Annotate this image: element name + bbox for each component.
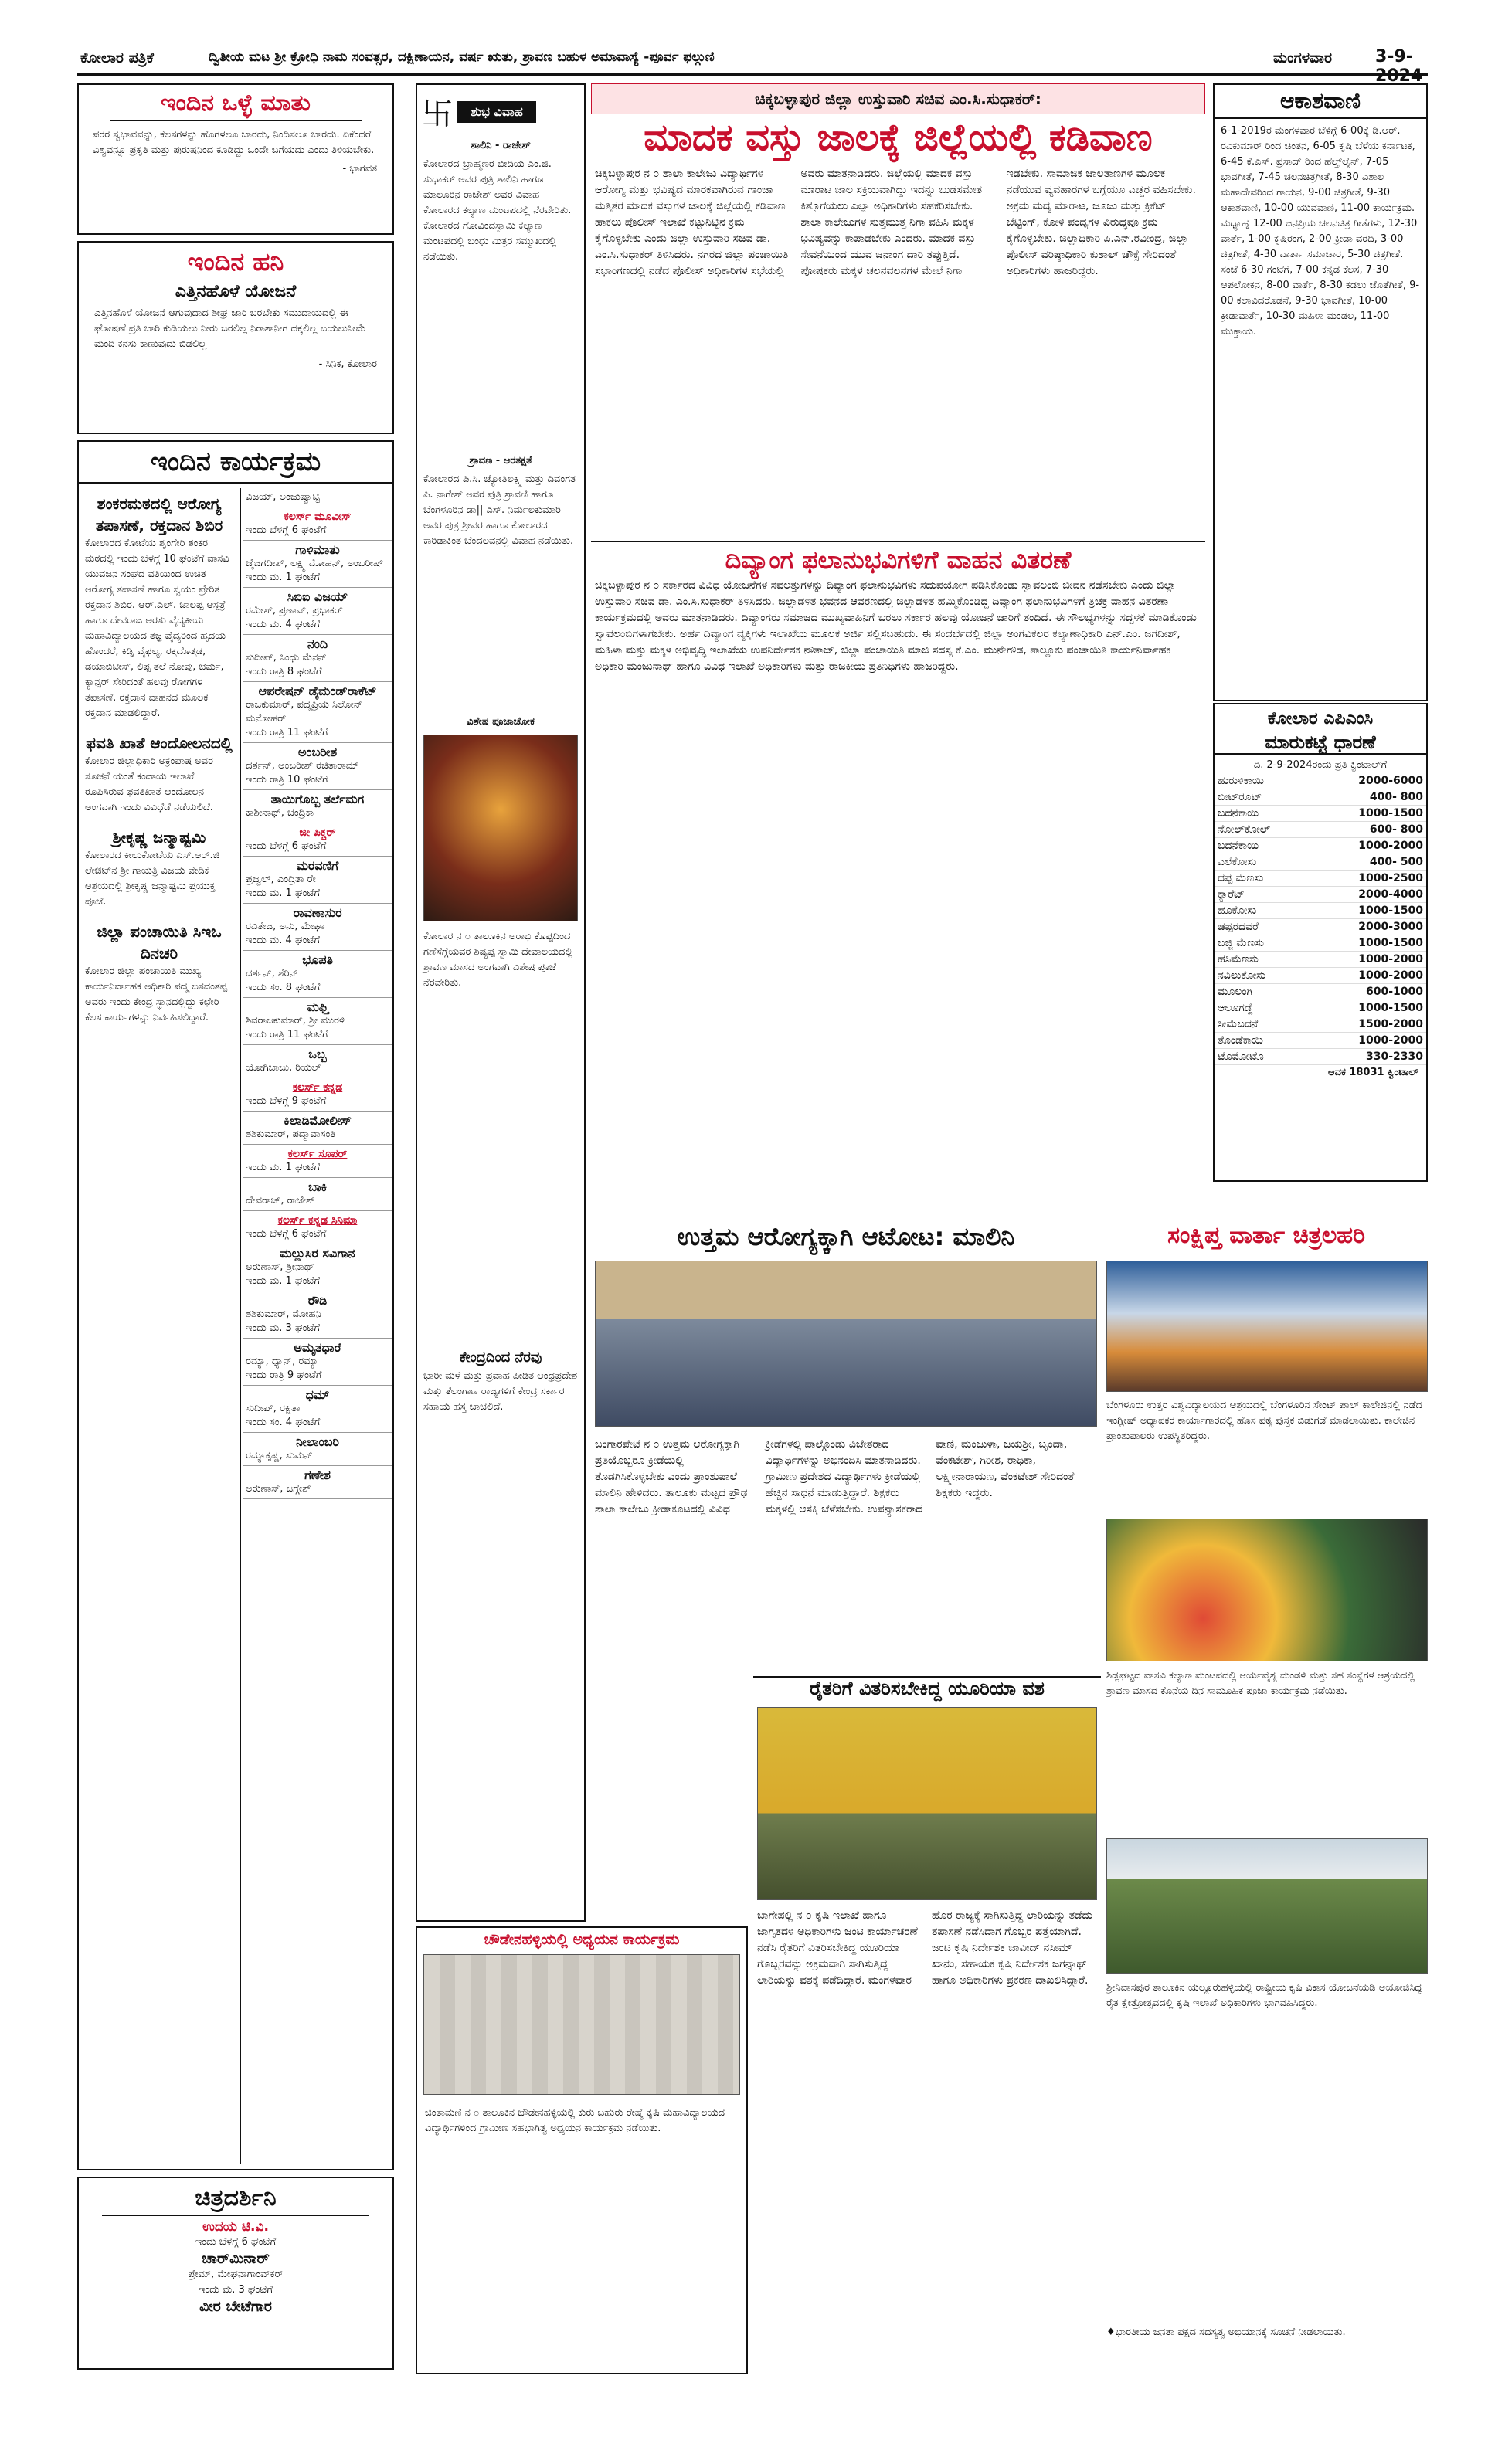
apmc-price: 330-2330 xyxy=(1310,1049,1426,1065)
apmc-row xyxy=(1215,806,1426,822)
apmc-arrival: ಆವಕ 18031 ಕ್ವಿಂಟಾಲ್ xyxy=(1328,1067,1418,1078)
apmc-price: 2000-6000 xyxy=(1310,773,1426,789)
tv-program-cast: ಇಂದು ಬೆಳಗ್ಗೆ 9 ಘಂಟೆಗೆ xyxy=(246,1095,327,1107)
samkshipta-body-2: ಶಿಡ್ಲಘಟ್ಟದ ವಾಸವಿ ಕಲ್ಯಾಣ ಮಂಟಪದಲ್ಲಿ ಆರ್ಯವೈಶ್ಯ ಮಂಡಳಿ ಮತ್ತು ಸಹ ಸಂಸ್ಥೆಗಳ ಆಶ್ರಯದಲ್ಲಿ ಶ್ರಾವಣ ಮಾಸದ ಕೊನೆಯ ದಿನ ಸಾಮೂಹಿಕ ಪೂಜಾ ಕಾರ್ಯಕ್ರಮ ನಡೆಯಿತು. xyxy=(1106,1670,1415,1697)
akashavani-title: ಆಕಾಶವಾಣಿ xyxy=(1215,85,1426,119)
apmc-row xyxy=(1215,919,1426,935)
apmc-price: 1000-2000 xyxy=(1310,1033,1426,1049)
apmc-item: ಮೂಲಂಗಿ xyxy=(1215,984,1310,1000)
book-release-photo xyxy=(1106,1261,1428,1392)
apmc-row xyxy=(1215,887,1426,903)
tv-program-cast: ದರ್ಶನ್, ಅಂಬರೀಶ್ ರಚಿತಾರಾಮ್ xyxy=(246,760,359,772)
tv-program-cast: ಇಂದು ಮ. 1 ಘಂಟೆಗೆ xyxy=(246,1162,321,1173)
tv-program-cast: ಕಾಶೀನಾಥ್, ಚಂದ್ರಿಕಾ xyxy=(246,807,314,819)
apmc-price: 600-1000 xyxy=(1310,984,1426,1000)
tv-program-cast: ವಿಜಯ್, ಅಂಜುಷ್ವಾಟ್ಟಿ xyxy=(246,491,320,503)
apmc-price: 1000-1500 xyxy=(1310,903,1426,919)
tv-program-item xyxy=(243,998,392,1045)
lead-body: ಚಿಕ್ಕಬಳ್ಳಾಪುರ ನ ೦ ಶಾಲಾ ಕಾಲೇಜು ವಿದ್ಯಾರ್ಥಿಗಳ ಆರೋಗ್ಯ ಮತ್ತು ಭವಿಷ್ಯದ ಮಾರಕವಾಗಿರುವ ಗಾಂಜಾ ಮತ್ತಿತರ ಮಾದಕ ವಸ್ತುಗಳ ಜಾಲಕ್ಕೆ ಜಿಲ್ಲೆಯಲ್ಲಿ ಕಡಿವಾಣ ಹಾಕಲು ಪೊಲೀಸ್ ಇಲಾಖೆ ಕಟ್ಟುನಿಟ್ಟಿನ ಕ್ರಮ ಕೈಗೊಳ್ಳಬೇಕು ಎಂದು ಜಿಲ್ಲಾ ಉಸ್ತುವಾರಿ ಸಚಿವ ಡಾ. ಎಂ.ಸಿ.ಸುಧಾಕರ್ ತಿಳಿಸಿದರು. ನಗರದ ಜಿಲ್ಲಾ ಪಂಚಾಯಿತಿ ಸಭಾಂಗಣದಲ್ಲಿ ನಡೆದ ಪೊಲೀಸ್ ಅಧಿಕಾರಿಗಳ ಸಭೆಯಲ್ಲಿ ಅವರು ಮಾತನಾಡಿದರು. ಜಿಲ್ಲೆಯಲ್ಲಿ ಮಾದಕ ವಸ್ತು ಮಾರಾಟ ಜಾಲ ಸಕ್ರಿಯವಾಗಿದ್ದು ಇದನ್ನು ಬುಡಸಮೇತ ಕಿತ್ತೊಗೆಯಲು ಎಲ್ಲಾ ಅಧಿಕಾರಿಗಳು ಸಹಕರಿಸಬೇಕು. ಶಾಲಾ ಕಾಲೇಜುಗಳ ಸುತ್ತಮುತ್ತ ನಿಗಾ ವಹಿಸಿ ಮಕ್ಕಳ ಭವಿಷ್ಯವನ್ನು ಕಾಪಾಡಬೇಕು ಎಂದರು. ಮಾದಕ ವಸ್ತು ಸೇವನೆಯಿಂದ ಯುವ ಜನಾಂಗ ದಾರಿ ತಪ್ಪುತ್ತಿದೆ. ಪೋಷಕರು ಮಕ್ಕಳ ಚಲನವಲನಗಳ ಮೇಲೆ ನಿಗಾ ಇಡಬೇಕು. ಸಾಮಾಜಿಕ ಜಾಲತಾಣಗಳ ಮೂಲಕ ನಡೆಯುವ ವ್ಯವಹಾರಗಳ ಬಗ್ಗೆಯೂ ಎಚ್ಚರ ವಹಿಸಬೇಕು. ಅಕ್ರಮ ಮದ್ಯ ಮಾರಾಟ, ಜೂಜು ಮತ್ತು ಕ್ರಿಕೆಟ್ ಬೆಟ್ಟಿಂಗ್, ಕೋಳಿ ಪಂದ್ಯಗಳ ವಿರುದ್ಧವೂ ಕ್ರಮ ಕೈಗೊಳ್ಳಬೇಕು. ಜಿಲ್ಲಾಧಿಕಾರಿ ಪಿ.ಎನ್.ರವೀಂದ್ರ, ಜಿಲ್ಲಾ ಪೊಲೀಸ್ ವರಿಷ್ಠಾಧಿಕಾರಿ ಕುಶಾಲ್ ಚೌಕ್ಸೆ ಸೇರಿದಂತೆ ಅಧಿಕಾರಿಗಳು ಹಾಜರಿದ್ದರು. xyxy=(595,168,1196,277)
tv-program-cast: ಇಂದು ಬೆಳಗ್ಗೆ 6 ಘಂಟೆಗೆ xyxy=(246,524,327,536)
shravana-body: ಕೋಲಾರದ ಪಿ.ಸಿ. ಜ್ಯೋತಿಲಕ್ಷ್ಮಿ ಮತ್ತು ದಿವಂಗತ ಪಿ. ನಾಗೇಶ್ ಅವರ ಪುತ್ರಿ ಶ್ರಾವಣಿ ಹಾಗೂ ಬೆಂಗಳೂರಿನ ಡಾ|| ಎಸ್. ನಿರ್ಮಲಕುಮಾರಿ ಅವರ ಪುತ್ರ ಶ್ರೀವರ ಹಾಗೂ ಕೋಲಾರದ ಕಾರಿಡಾಕಿಂತ ಬೆಂದಲವನಲ್ಲಿ ವಿವಾಹ ನಡೆಯಿತು. xyxy=(423,473,576,547)
chitradarshini-title: ಚಿತ್ರದರ್ಶಿನಿ xyxy=(195,2184,277,2211)
tv-program-time: ಇಂದು ರಾತ್ರಿ 10 ಘಂಟೆಗೆ xyxy=(246,774,328,786)
paper-name: ಕೋಲಾರ ಪತ್ರಿಕೆ xyxy=(80,49,154,66)
tv-program-cast: ರವಿತೇಜ, ಅನು, ಮೇಘಾ xyxy=(246,921,325,932)
tv-program-cast: ಇಂದು ಬೆಳಗ್ಗೆ 6 ಘಂಟೆಗೆ xyxy=(246,1228,327,1240)
movie-title: ವೀರ ಬೇಟೆಗಾರ xyxy=(199,2298,272,2315)
chowdenahalli-box xyxy=(416,1926,748,2374)
tv-program-time: ಇಂದು ಮ. 1 ಘಂಟೆಗೆ xyxy=(246,1275,321,1287)
tv-program-time: ಇಂದು ಸಂ. 4 ಘಂಟೆಗೆ xyxy=(246,1417,321,1428)
apmc-item: ಹೂಕೋಸು xyxy=(1215,903,1310,919)
tv-program-item xyxy=(243,1433,392,1466)
apmc-row xyxy=(1215,935,1426,952)
hani-body: ಎತ್ತಿನಹೊಳೆ ಯೋಜನೆ ಆಗುವುದಾದ ಶೀಘ್ರ ಜಾರಿ ಬರಬೇಕು ಸಮುದಾಯದಲ್ಲಿ ಈ ಘೋಷಣೆ ಪ್ರತಿ ಬಾರಿ ಕುಡಿಯಲು ನೀರು ಬರಲಿಲ್ಲ ನಿರಾಶಾನೀಗ ದಕ್ಕಲಿಲ್ಲ ಬಯಲುಸೀಮೆ ಮಂದಿ ಕನಸು ಕಾಣುವುದು ಬಿಡಲಿಲ್ಲ xyxy=(94,307,366,350)
tv-program-name: ಗಾಳಿಮಾತು xyxy=(295,542,340,557)
tv-program-time: ಇಂದು ಮ. 1 ಘಂಟೆಗೆ xyxy=(246,572,321,583)
apmc-price: 1500-2000 xyxy=(1310,1016,1426,1033)
tv-program-name: ತಾಯಿಗೊಬ್ಬ ತರ್ಲೆಮಗ xyxy=(270,792,365,806)
apmc-item: ಸೀಮೆಬದನೆ xyxy=(1215,1016,1310,1033)
date: 3-9-2024 xyxy=(1375,47,1423,86)
vishesha-caption: ವಿಶೇಷ ಪೂಜಾಚೋಕ xyxy=(467,716,535,728)
apmc-item: ಟೊಮೋಟೊ xyxy=(1215,1049,1310,1065)
movie-cast: ಪ್ರೇಮ್, ಮೇಘನಾಗಾಂವ್‌ಕರ್ xyxy=(188,2269,284,2280)
tv-program-name: ಕಲರ್ಸ್ ಕನ್ನಡ ಸಿನಿಮಾ xyxy=(277,1214,358,1227)
apmc-price: 1000-2500 xyxy=(1310,871,1426,887)
tv-program-time: ಇಂದು ರಾತ್ರಿ 8 ಘಂಟೆಗೆ xyxy=(246,666,322,677)
apmc-price: 1000-2000 xyxy=(1310,952,1426,968)
tv-program-name: ಅಂಬರೀಶ xyxy=(297,745,338,759)
truck-photo xyxy=(757,1707,1097,1900)
programs-box xyxy=(77,440,394,2170)
tv-program-name: ಮರವಣಿಗೆ xyxy=(296,858,339,873)
samkshipta-body-1: ಬೆಂಗಳೂರು ಉತ್ತರ ವಿಶ್ವವಿದ್ಯಾಲಯದ ಆಶ್ರಯದಲ್ಲಿ ಬೆಂಗಳೂರಿನ ಸೇಂಟ್ ಪಾಲ್ ಕಾಲೇಜಿನಲ್ಲಿ ನಡೆದ ಇಂಗ್ಲೀಷ್ ಅಧ್ಯಾಪಕರ ಕಾರ್ಯಾಗಾರದಲ್ಲಿ ಹೊಸ ಪಠ್ಯ ಪುಸ್ತಕ ಬಿಡುಗಡೆ ಮಾಡಲಾಯಿತು. ಕಾಲೇಜಿನ ಪ್ರಾಂಶುಪಾಲರು ಉಪಸ್ಥಿತರಿದ್ದರು. xyxy=(1106,1400,1422,1442)
tv-program-name: ಆಪರೇಷನ್ ಡೈಮಂಡ್‌ರಾಕೆಟ್ xyxy=(258,684,377,698)
tv-program-time: ಇಂದು ಮ. 3 ಘಂಟೆಗೆ xyxy=(246,1322,321,1334)
tv-program-item xyxy=(243,1078,392,1112)
apmc-row xyxy=(1215,968,1426,984)
apmc-row xyxy=(1215,838,1426,854)
tv-program-name: ರಾವಣಾಸುರ xyxy=(293,905,342,920)
tv-program-cast: ಯೋಗಿಬಾಬು, ರಿಯಲ್ xyxy=(246,1062,321,1074)
programs-title: ಇಂದಿನ ಕಾರ್ಯಕ್ರಮ xyxy=(79,442,392,484)
apmc-item: ನವಿಲುಕೋಸು xyxy=(1215,968,1310,984)
program-item: ಫವತಿ ಖಾತೆ ಆಂದೋಲನದಲ್ಲಿ ಕೋಲಾರ ಜಿಲ್ಲಾಧಿಕಾರಿ ಅಕ್ರಂಪಾಷ ಅವರ ಸೂಚನೆ ಯಂತೆ ಕಂದಾಯ ಇಲಾಖೆ ರೂಪಿಸಿರುವ ಫವತಿಖಾತೆ ಆಂದೋಲನ ಅಂಗವಾಗಿ ಇಂದು ವಿವಿಧೆಡೆ ನಡೆಯಲಿದೆ. xyxy=(85,734,233,813)
samkshipta-body-3: ಶ್ರೀನಿವಾಸಪುರ ತಾಲೂಕಿನ ಯಲ್ದೂರುಹಳ್ಳಿಯಲ್ಲಿ ರಾಷ್ಟ್ರೀಯ ಕೃಷಿ ವಿಕಾಸ ಯೋಜನೆಯಡಿ ಆಯೋಜಿಸಿದ್ದ ರೈತ ಕ್ಷೇತ್ರೋತ್ಸವದಲ್ಲಿ ಕೃಷಿ ಇಲಾಖೆ ಅಧಿಕಾರಿಗಳು ಭಾಗವಹಿಸಿದ್ದರು. xyxy=(1106,1982,1422,2009)
tv-program-name: ಕಲರ್ಸ್ ಮೂವೀಸ್ xyxy=(284,511,352,523)
movie-time: ಇಂದು ಮ. 3 ಘಂಟೆಗೆ xyxy=(198,2284,273,2296)
tv-program-cast: ಅರುಣಾಸ್, ಜಗ್ಗೇಶ್ xyxy=(246,1483,311,1495)
tv-program-item xyxy=(243,1112,392,1145)
shravana-caption: ಶ್ರಾವಣ - ಆರತಕ್ಷತೆ xyxy=(469,455,532,467)
tv-program-cast: ಶಶಿಕುಮಾರ್, ಮೋಹನಿ xyxy=(246,1308,321,1320)
hani-source: - ಸಿನಿಕ, ಕೋಲಾರ xyxy=(318,358,377,370)
lead-kicker-bar xyxy=(591,83,1205,114)
apmc-row xyxy=(1215,773,1426,789)
apmc-item: ಬದನೆಕಾಯಿ xyxy=(1215,838,1310,854)
hani-subtitle: ಎತ್ತಿನಹೊಳೆ ಯೋಜನೆ xyxy=(175,282,297,301)
tv-program-cast: ಶಿವರಾಜಕುಮಾರ್, ಶ್ರೀ ಮುರಳಿ xyxy=(246,1015,345,1027)
tv-program-time: ಇಂದು ರಾತ್ರಿ 11 ಘಂಟೆಗೆ xyxy=(246,1029,328,1040)
tv-program-item xyxy=(243,1244,392,1291)
apmc-row xyxy=(1215,871,1426,887)
tv-program-item xyxy=(243,1339,392,1386)
hani-title: ಇಂದಿನ ಹನಿ xyxy=(187,247,284,277)
apmc-price: 2000-4000 xyxy=(1310,887,1426,903)
tv-program-time: ಇಂದು ರಾತ್ರಿ 9 ಘಂಟೆಗೆ xyxy=(246,1369,322,1381)
tv-program-item xyxy=(243,488,392,507)
kendra-body: ಭಾರೀ ಮಳೆ ಮತ್ತು ಪ್ರವಾಹ ಪೀಡಿತ ಆಂಧ್ರಪ್ರದೇಶ ಮತ್ತು ತೆಲಂಗಾಣ ರಾಜ್ಯಗಳಿಗೆ ಕೇಂದ್ರ ಸರ್ಕಾರ ಸಹಾಯ ಹಸ್ತ ಚಾಚಲಿದೆ. xyxy=(423,1370,578,1413)
tv-program-time: ಇಂದು ರಾತ್ರಿ 11 ಘಂಟೆಗೆ xyxy=(246,727,328,738)
tv-program-name: ಕಿಲಾಡಿಮೋಲೀಸ್ xyxy=(284,1113,352,1128)
apmc-price: 400- 800 xyxy=(1310,789,1426,806)
thought-body: ಪರರ ಸ್ವಭಾವವನ್ನು, ಕೆಲಸಗಳನ್ನು ಹೊಗಳಲೂ ಬಾರದು, ನಿಂದಿಸಲೂ ಬಾರದು. ಏಕೆಂದರೆ ವಿಶ್ವವನ್ನೂ ಪ್ರಕೃತಿ ಮತ್ತು ಪುರುಷನಿಂದ ಕೂಡಿದ್ದು ಒಂದೇ ಬಗೆಯದು ಎಂದು ತಿಳಿಯಬೇಕು. xyxy=(93,129,375,156)
tv-program-item xyxy=(243,541,392,588)
apmc-item: ಚಪ್ಪರದವರೆ xyxy=(1215,919,1310,935)
apmc-item: ಹುರುಳಿಕಾಯಿ xyxy=(1215,773,1310,789)
tv-program-item xyxy=(243,1045,392,1078)
shubha-body: ಕೋಲಾರದ ಬ್ರಾಹ್ಮಣರ ಬೀದಿಯ ಎಂ.ಜಿ. ಸುಧಾಕರ್ ಅವರ ಪುತ್ರಿ ಶಾಲಿನಿ ಹಾಗೂ ಮಾಲೂರಿನ ರಾಜೇಶ್ ಅವರ ವಿವಾಹ ಕೋಲಾರದ ಕಲ್ಯಾಣ ಮಂಟಪದಲ್ಲಿ ನೆರವೇರಿತು. ಕೋಲಾರದ ಗೋವಿಂದಸ್ವಾಮಿ ಕಲ್ಯಾಣ ಮಂಟಪದಲ್ಲಿ ಬಂಧು ಮಿತ್ರರ ಸಮ್ಮುಖದಲ್ಲಿ ನಡೆಯಿತು. xyxy=(423,158,572,263)
tv-program-item xyxy=(243,1145,392,1178)
apmc-item: ತೊಂಡೆಕಾಯಿ xyxy=(1215,1033,1310,1049)
vishesha-body: ಕೋಲಾರ ನ ೦ ತಾಲೂಕಿನ ಅರಾಭಿ ಕೊಪ್ಪದಿಂದ ಗಣೆಸೆಗ್ಗೆಯವರ ಶಿಷ್ಯಪ್ಪ ಸ್ವಾಮಿ ದೇವಾಲಯದಲ್ಲಿ ಶ್ರಾವಣ ಮಾಸದ ಅಂಗವಾಗಿ ವಿಶೇಷ ಪೂಜೆ ನೆರವೇರಿತು. xyxy=(423,931,573,989)
tv-program-name: ಜೀ ಪಿಕ್ಚರ್ xyxy=(299,826,336,839)
tv-program-cast: ದೇವರಾಜ್, ರಾಜೇಶ್ xyxy=(246,1195,315,1207)
health-body: ಬಂಗಾರಪೇಟೆ ನ ೦ ಉತ್ತಮ ಆರೋಗ್ಯಕ್ಕಾಗಿ ಪ್ರತಿಯೊಬ್ಬರೂ ಕ್ರೀಡೆಯಲ್ಲಿ ತೊಡಗಿಸಿಕೊಳ್ಳಬೇಕು ಎಂದು ಪ್ರಾಂಶುಪಾಲೆ ಮಾಲಿನಿ ಹೇಳಿದರು. ತಾಲೂಕು ಮಟ್ಟದ ಪ್ರೌಢ ಶಾಲಾ ಕಾಲೇಜು ಕ್ರೀಡಾಕೂಟದಲ್ಲಿ ವಿವಿಧ ಕ್ರೀಡೆಗಳಲ್ಲಿ ಪಾಲ್ಗೊಂಡು ವಿಜೇತರಾದ ವಿದ್ಯಾರ್ಥಿಗಳನ್ನು ಅಭಿನಂದಿಸಿ ಮಾತನಾಡಿದರು. ಗ್ರಾಮೀಣ ಪ್ರದೇಶದ ವಿದ್ಯಾರ್ಥಿಗಳು ಕ್ರೀಡೆಯಲ್ಲಿ ಹೆಚ್ಚಿನ ಸಾಧನೆ ಮಾಡುತ್ತಿದ್ದಾರೆ. ಶಿಕ್ಷಕರು ಮಕ್ಕಳಲ್ಲಿ ಆಸಕ್ತಿ ಬೆಳೆಸಬೇಕು. ಉಪನ್ಯಾಸಕರಾದ ವಾಣಿ, ಮಂಜುಳಾ, ಜಯಶ್ರೀ, ಬೃಂದಾ, ವೆಂಕಟೇಶ್, ಗಿರೀಶ, ರಾಧಿಕಾ, ಲಕ್ಷ್ಮೀನಾರಾಯಣ, ವೆಂಕಟೇಶ್ ಸೇರಿದಂತೆ ಶಿಕ್ಷಕರು ಇದ್ದರು. xyxy=(595,1438,1075,1515)
akashavani-box xyxy=(1213,83,1428,701)
apmc-table xyxy=(1215,773,1426,1065)
tv-program-name: ಗಣೇಶ xyxy=(304,1468,331,1482)
tv-program-name: ಭೂಪತಿ xyxy=(302,952,333,967)
swastika-icon: 卐 xyxy=(422,97,453,132)
apmc-item: ಆಲೂಗಡ್ಡೆ xyxy=(1215,1000,1310,1016)
tv-program-name: ನಂದಿ xyxy=(307,636,328,651)
apmc-title: ಕೋಲಾರ ಎಪಿಎಂಸಿ xyxy=(1267,709,1374,728)
apmc-price: 1000-1500 xyxy=(1310,1000,1426,1016)
urea-title: ರೈತರಿಗೆ ವಿತರಿಸಬೇಕಿದ್ದ ಯೂರಿಯಾ ವಶ xyxy=(753,1676,1101,1699)
apmc-price: 600- 800 xyxy=(1310,822,1426,838)
tv-program-item xyxy=(243,1178,392,1211)
tv-program-name: ಮಲ್ಲುಸಿರ ಸವಿಗಾನ xyxy=(280,1246,355,1261)
tv-program-name: ಕಲರ್ಸ್ ಕನ್ನಡ xyxy=(292,1081,343,1094)
apmc-row xyxy=(1215,822,1426,838)
apmc-item: ಎಲೆಕೋಸು xyxy=(1215,854,1310,871)
hani-box xyxy=(77,241,394,434)
tv-program-item xyxy=(243,1386,392,1433)
programs-right-col xyxy=(243,488,392,2164)
shubha-caption: ಶಾಲಿನಿ - ರಾಜೇಶ್ xyxy=(471,140,531,151)
thought-source: - ಭಾಗವತ xyxy=(342,163,377,175)
apmc-item: ಬೀಟ್‌ರೂಟ್ xyxy=(1215,789,1310,806)
tv-program-name: ಮಫ್ತಿ xyxy=(307,1000,328,1014)
chowdenahalli-title: ಚೌಡೇನಹಳ್ಳಿಯಲ್ಲಿ ಅಧ್ಯಯನ ಕಾರ್ಯಕ್ರಮ xyxy=(484,1931,680,1948)
tv-program-item xyxy=(243,790,392,823)
tv-program-cast: ಜೈಜಗದೀಶ್, ಲಕ್ಷ್ಮಿ ಮೋಹನ್, ಅಂಬರೀಷ್ xyxy=(246,558,384,569)
tv-program-cast: ಇಂದು ಬೆಳಗ್ಗೆ 6 ಘಂಟೆಗೆ xyxy=(246,840,327,852)
tv-program-cast: ಶಶಿಕುಮಾರ್, ಪದ್ಮಾವಾಸಂತಿ xyxy=(246,1128,336,1140)
thought-title: ಇಂದಿನ ಒಳ್ಳೆ ಮಾತು xyxy=(161,90,311,117)
tv-program-name: ಬಾಕಿ xyxy=(307,1179,328,1194)
tv-program-time: ಇಂದು ಮ. 4 ಘಂಟೆಗೆ xyxy=(246,935,321,946)
events-column xyxy=(416,83,586,1922)
apmc-row xyxy=(1215,1000,1426,1016)
study-photo xyxy=(423,1954,740,2095)
tv-program-cast: ರಮ್ಯಾಕೃಷ್ಣ, ಸುಮನ್ xyxy=(246,1450,313,1461)
program-item: ಶ್ರೀಕೃಷ್ಣ ಜನ್ಮಾಷ್ಟಮಿ ಕೋಲಾರದ ಕೀಲುಕೋಟೆಯ ಎಸ್.ಆರ್.ಜಿ ಲೇಔಟ್‌ನ ಶ್ರೀ ಗಾಯತ್ರಿ ವಿಜಯ ವೇದಿಕೆ ಆಶ್ರಯದಲ್ಲಿ ಶ್ರೀಕೃಷ್ಣ ಜನ್ಮಾಷ್ಟಮಿ ಪ್ರಯುಕ್ತ ಪೂಜೆ. xyxy=(85,828,220,908)
apmc-row xyxy=(1215,854,1426,871)
tv-program-item xyxy=(243,904,392,951)
apmc-row xyxy=(1215,952,1426,968)
tv-program-item xyxy=(243,857,392,904)
tv-program-item xyxy=(243,682,392,743)
movie-time: ಇಂದು ಬೆಳಗ್ಗೆ 6 ಘಂಟೆಗೆ xyxy=(195,2236,277,2248)
apmc-item: ದಪ್ಪ ಮೆಣಸು xyxy=(1215,871,1310,887)
tv-program-name: ಸಿಬಿಐ ವಿಜಯ್ xyxy=(287,589,348,604)
tv-program-item xyxy=(243,743,392,790)
field-photo xyxy=(1106,1838,1428,1974)
shubha-logo xyxy=(417,85,584,138)
panchanga: ದ್ವಿತೀಯ ಮಟ ಶ್ರೀ ಕ್ರೋಧಿ ನಾಮ ಸಂವತ್ಸರ, ದಕ್ಷಿಣಾಯನ, ವರ್ಷ ಋತು, ಶ್ರಾವಣ ಬಹುಳ ಅಮಾವಾಸ್ಯೆ -ಪೂರ್ವ ಫಲ್ಗುಣಿ xyxy=(209,49,715,65)
apmc-item: ನೋಲ್‌ಕೋಲ್ xyxy=(1215,822,1310,838)
programs-left-col xyxy=(79,488,241,2164)
tv-program-item xyxy=(243,823,392,857)
apmc-item: ಬಜ್ಜಿ ಮೆಣಸು xyxy=(1215,935,1310,952)
tv-program-item xyxy=(243,951,392,998)
masthead-bar xyxy=(77,45,1428,86)
apmc-box xyxy=(1213,703,1428,1182)
tv-program-cast: ದರ್ಶನ್, ಶೆರಿನ್ xyxy=(246,968,298,979)
program-item: ಶಂಕರಮಠದಲ್ಲಿ ಆರೋಗ್ಯ ತಪಾಸಣೆ, ರಕ್ತದಾನ ಶಿಬಿರ ಕೋಲಾರದ ಕೋಟೆಯ ಶೃಂಗೇರಿ ಶಂಕರ ಮಠದಲ್ಲಿ ಇಂದು ಬೆಳಗ್ಗೆ 10 ಘಂಟೆಗೆ ವಾಸವಿ ಯುವಜನ ಸಂಘದ ವತಿಯಿಂದ ಉಚಿತ ಆರೋಗ್ಯ ತಪಾಸಣೆ ಹಾಗೂ ಸ್ವಯಂ ಪ್ರೇರಿತ ರಕ್ತದಾನ ಶಿಬಿರ. ಆರ್.ಎಲ್. ಜಾಲಪ್ಪ ಆಸ್ಪತ್ರೆ ಹಾಗೂ ದೇವರಾಜ ಅರಸು ವೈದ್ಯಕೀಯ ಮಹಾವಿದ್ಯಾಲಯದ ತಜ್ಞ ವೈದ್ಯರಿಂದ ಹೃದಯ ಹೊಂದರೆ, ಕಿಡ್ನಿ ವೈಫಲ್ಯ, ರಕ್ತದೊತ್ತಡ, ಡಯಾಬಿಟೀಸ್, ಲಿಪ್ಪ ತಲೆ ನೋವು, ಚರ್ಮ, ಕ್ಯಾನ್ಸರ್ ಸೇರಿದಂತೆ ಹಲವು ರೋಗಗಳ ತಪಾಸಣೆ. ರಕ್ತದಾನ ವಾಹನದ ಮೂಲಕ ರಕ್ತದಾನ ಮಾಡಲಿದ್ದಾರೆ. xyxy=(85,494,229,719)
apmc-price: 1000-1500 xyxy=(1310,806,1426,822)
apmc-item: ಹಸಿಮೆಣಸು xyxy=(1215,952,1310,968)
apmc-row xyxy=(1215,984,1426,1000)
channel-name: ಉದಯ ಟಿ.ವಿ. xyxy=(202,2219,269,2235)
divyanga-title: ದಿವ್ಯಾಂಗ ಫಲಾನುಭವಿಗಳಿಗೆ ವಾಹನ ವಿತರಣೆ xyxy=(591,541,1205,575)
tv-program-item xyxy=(243,1291,392,1339)
lead-title: ಮಾದಕ ವಸ್ತು ಜಾಲಕ್ಕೆ ಜಿಲ್ಲೆಯಲ್ಲಿ ಕಡಿವಾಣ xyxy=(644,116,1153,159)
idol-photo xyxy=(423,735,578,921)
apmc-note: ದಿ. 2-9-2024ರಂದು ಪ್ರತಿ ಕ್ವಿಂಟಾಲ್‌ಗೆ xyxy=(1253,759,1388,771)
tv-program-item xyxy=(243,635,392,682)
divyanga-body: ಚಿಕ್ಕಬಳ್ಳಾಪುರ ನ ೦ ಸರ್ಕಾರದ ವಿವಿಧ ಯೋಜನೆಗಳ ಸವಲತ್ತುಗಳನ್ನು ದಿವ್ಯಾಂಗ ಫಲಾನುಭವಿಗಳು ಸದುಪಯೋಗ ಪಡಿಸಿಕೊಂಡು ಸ್ವಾವಲಂಬಿ ಜೀವನ ನಡೆಸಬೇಕು ಎಂದು ಜಿಲ್ಲಾ ಉಸ್ತುವಾರಿ ಸಚಿವ ಡಾ. ಎಂ.ಸಿ.ಸುಧಾಕರ್ ತಿಳಿಸಿದರು. ಜಿಲ್ಲಾಡಳಿತ ಭವನದ ಆವರಣದಲ್ಲಿ ಜಿಲ್ಲಾಡಳಿತ ಹಮ್ಮಿಕೊಂಡಿದ್ದ ದಿವ್ಯಾಂಗ ಫಲಾನುಭವಿಗಳಿಗೆ ತ್ರಿಚಕ್ರ ವಾಹನ ವಿತರಣಾ ಕಾರ್ಯಕ್ರಮದಲ್ಲಿ ಅವರು ಮಾತನಾಡಿದರು. ದಿವ್ಯಾಂಗರು ಸಮಾಜದ ಮುಖ್ಯವಾಹಿನಿಗೆ ಬರಲು ಸರ್ಕಾರ ಹಲವು ಯೋಜನೆ ಜಾರಿಗೆ ತಂದಿದೆ. ಈ ಸೌಲಭ್ಯಗಳನ್ನು ಸದ್ಬಳಕೆ ಮಾಡಿಕೊಂಡು ಸ್ವಾವಲಂಬಿಗಳಾಗಬೇಕು. ಅರ್ಹ ದಿವ್ಯಾಂಗ ವ್ಯಕ್ತಿಗಳು ಇಲಾಖೆಯ ಮೂಲಕ ಅರ್ಜಿ ಸಲ್ಲಿಸಬಹುದು. ಈ ಸಂದರ್ಭದಲ್ಲಿ ಜಿಲ್ಲಾ ಅಂಗವಿಕಲರ ಕಲ್ಯಾಣಾಧಿಕಾರಿ ಎನ್.ಎಂ. ಜಗದೀಶ್, ಮಹಿಳಾ ಮತ್ತು ಮಕ್ಕಳ ಅಭಿವೃದ್ಧಿ ಇಲಾಖೆಯ ಉಪನಿರ್ದೇಶಕ ನೌತಾಜ್, ಜಿಲ್ಲಾ ಪಂಚಾಯಿತಿ ಮಾಜಿ ಸದಸ್ಯ ಕೆ.ಎಂ. ಮುನೇಗೌಡ, ತಾಲ್ಲೂಕು ಪಂಚಾಯಿತಿ ಕಾರ್ಯನಿರ್ವಾಹಕ ಅಧಿಕಾರಿ ಮಂಜುನಾಥ್ ಹಾಗೂ ವಿವಿಧ ಇಲಾಖೆ ಅಧಿಕಾರಿಗಳು ಮತ್ತು ರಾಜಕೀಯ ಪ್ರತಿನಿಧಿಗಳು ಹಾಜರಿದ್ದರು. xyxy=(595,579,1197,673)
shubha-logo-text: ಶುಭ ವಿವಾಹ xyxy=(457,101,536,123)
apmc-row xyxy=(1215,1033,1426,1049)
tv-program-cast: ರಾಜಕುಮಾರ್, ಪದ್ಮಪ್ರಿಯ ಸಿಲೋನ್ ಮನೋಹರ್ xyxy=(246,699,363,725)
students-photo xyxy=(595,1261,1097,1427)
tv-program-time: ಇಂದು ಮ. 4 ಘಂಟೆಗೆ xyxy=(246,619,321,630)
samkshipta-footnote: ♦ಭಾರತೀಯ ಜನತಾ ಪಕ್ಷದ ಸದಸ್ಯತ್ವ ಅಭಿಯಾನಕ್ಕೆ ಸೂಚನೆ ನೀಡಲಾಯಿತು. xyxy=(1106,2327,1346,2338)
apmc-price: 1000-1500 xyxy=(1310,935,1426,952)
tv-program-time: ಇಂದು ಸಂ. 8 ಘಂಟೆಗೆ xyxy=(246,982,321,993)
apmc-price: 2000-3000 xyxy=(1310,919,1426,935)
thought-box xyxy=(77,83,394,235)
movie-title: ಚಾರ್‌ಮಿನಾರ್ xyxy=(202,2250,270,2267)
apmc-item: ಕ್ಯಾರೆಟ್ xyxy=(1215,887,1310,903)
tv-program-cast: ಸುದೀಪ್, ರಕ್ಷಿತಾ xyxy=(246,1403,301,1414)
tv-program-name: ರೌಡಿ xyxy=(307,1293,328,1308)
chowdenahalli-body: ಚಿಂತಾಮಣಿ ನ ೦ ತಾಲೂಕಿನ ಚೌಡೇನಹಳ್ಳಿಯಲ್ಲಿ ಕುರು ಬಹುರು ರೇಷ್ಮೆ ಕೃಷಿ ಮಹಾವಿದ್ಯಾಲಯದ ವಿದ್ಯಾರ್ಥಿಗಳಿಂದ ಗ್ರಾಮೀಣ ಸಹಭಾಗಿತ್ವ ಅಧ್ಯಯನ ಕಾರ್ಯಕ್ರಮ ನಡೆಯಿತು. xyxy=(425,2107,725,2134)
tv-program-item xyxy=(243,1211,392,1244)
samkshipta-title: ಸಂಕ್ಷಿಪ್ತ ವಾರ್ತಾ ಚಿತ್ರಲಹರಿ xyxy=(1167,1222,1365,1249)
apmc-price: 400- 500 xyxy=(1310,854,1426,871)
tv-program-name: ಕಲರ್ಸ್ ಸೂಪರ್ xyxy=(287,1148,348,1160)
tv-program-cast: ಸುದೀಪ್, ಸಿಂಧು ಮೆನನ್ xyxy=(246,652,327,664)
tv-program-item xyxy=(243,507,392,541)
akashavani-body: 6-1-2019ರ ಮಂಗಳವಾರ ಬೆಳಿಗ್ಗೆ 6-00ಕ್ಕೆ ಡಿ.ಆರ್. ರವಿಕುಮಾರ್ ರಿಂದ ಚಿಂತನ, 6-05 ಕೃಷಿ ಬೆಳೆಯ ಕರ್ನಾಟಕ, 6-45 ಕೆ.ಎಸ್. ಪ್ರಸಾದ್ ರಿಂದ ಹೆಲ್ತ್‌ಲೈನ್‌, 7-05 ಭಾವಗೀತೆ, 7-45 ಚಲನಚಿತ್ರಗೀತೆ, 8-30 ವಿಶಾಲ ಮಹಾದೇವರಿಂದ ಗಾಯನ, 9-00 ಚಿತ್ರಗೀತೆ, 9-30 ಆಕಾಶವಾಣಿ, 10-00 ಯುವವಾಣಿ, 11-00 ಕಾರ್ಯಕ್ರಮ. ಮಧ್ಯಾಹ್ನ 12-00 ಜನಪ್ರಿಯ ಚಲನಚಿತ್ರ ಗೀತೆಗಳು, 12-30 ವಾರ್ತೆ, 1-00 ಕೃಷಿರಂಗ, 2-00 ಕ್ರೀಡಾ ವರದಿ, 3-00 ಚಿತ್ರಗೀತೆ, 4-30 ವಾರ್ತಾ ಸಮಾಚಾರ, 5-30 ಚಿತ್ರಗೀತೆ. ಸಂಜೆ 6-30 ಗಂಟೆಗೆ, 7-00 ಕನ್ನಡ ಕೆಲಸ, 7-30 ಆಪಲೋಕನ, 8-00 ವಾರ್ತೆ, 8-30 ಕಡಲು ಜೊತೆಗೀತೆ, 9-00 ಕಲಾವಿದರೊಡನೆ, 9-30 ಭಾವಗೀತೆ, 10-00 ಕ್ರೀಡಾವಾರ್ತೆ, 10-30 ಮಹಿಳಾ ಮಂಡಲ, 11-00 ಮುಕ್ತಾಯ. xyxy=(1221,125,1420,338)
health-title: ಉತ್ತಮ ಆರೋಗ್ಯಕ್ಕಾಗಿ ಆಟೋಟ: ಮಾಲಿನಿ xyxy=(677,1222,1015,1251)
apmc-row xyxy=(1215,1016,1426,1033)
apmc-price: 1000-2000 xyxy=(1310,838,1426,854)
tv-program-cast: ಪ್ರಜ್ವಲ್, ಎಂದ್ರಿತಾ ರೇ xyxy=(246,874,316,885)
apmc-row xyxy=(1215,903,1426,919)
day: ಮಂಗಳವಾರ xyxy=(1273,49,1333,66)
apmc-item: ಬದನೆಕಾಯಿ xyxy=(1215,806,1310,822)
apmc-row xyxy=(1215,789,1426,806)
tv-program-name: ಅಮೃತಧಾರೆ xyxy=(294,1340,341,1355)
tv-program-item xyxy=(243,588,392,635)
tv-program-name: ನೀಲಾಂಬರಿ xyxy=(296,1434,339,1449)
tv-program-cast: ಅರುಣಾಸ್, ಶ್ರೀನಾಥ್ xyxy=(246,1261,314,1273)
apmc-subtitle: ಮಾರುಕಟ್ಟೆ ಧಾರಣೆ xyxy=(1215,731,1426,755)
apmc-price: 1000-2000 xyxy=(1310,968,1426,984)
lead-kicker: ಚಿಕ್ಕಬಳ್ಳಾಪುರ ಜಿಲ್ಲಾ ಉಸ್ತುವಾರಿ ಸಚಿವ ಎಂ.ಸಿ.ಸುಧಾಕರ್: xyxy=(755,90,1041,108)
tv-program-time: ಇಂದು ಮ. 1 ಘಂಟೆಗೆ xyxy=(246,888,321,899)
apmc-row xyxy=(1215,1049,1426,1065)
tv-program-item xyxy=(243,1466,392,1499)
tv-program-cast: ರಮೇಶ್, ಪ್ರಣಾವ್, ಪ್ರಭಾಕರ್ xyxy=(246,605,343,616)
tv-program-name: ಒಬ್ಬ xyxy=(308,1047,327,1061)
program-item: ಜಿಲ್ಲಾ ಪಂಚಾಯಿತಿ ಸಿಇಒ ದಿನಚರಿ ಕೋಲಾರ ಜಿಲ್ಲಾ ಪಂಚಾಯಿತಿ ಮುಖ್ಯ ಕಾರ್ಯನಿರ್ವಾಹಕ ಅಧಿಕಾರಿ ಪದ್ಮ ಬಸವಂತಪ್ಪ ಅವರು ಇಂದು ಕೇಂದ್ರ ಸ್ಥಾನದಲ್ಲಿದ್ದು ಕಛೇರಿ ಕೆಲಸ ಕಾರ್ಯಗಳನ್ನು ನಿರ್ವಹಿಸಲಿದ್ದಾರೆ. xyxy=(85,922,228,1023)
urea-body: ಬಾಗೇಪಲ್ಲಿ ನ ೦ ಕೃಷಿ ಇಲಾಖೆ ಹಾಗೂ ಜಾಗೃತದಳ ಅಧಿಕಾರಿಗಳು ಜಂಟಿ ಕಾರ್ಯಾಚರಣೆ ನಡೆಸಿ ರೈತರಿಗೆ ವಿತರಿಸಬೇಕಿದ್ದ ಯೂರಿಯಾ ಗೊಬ್ಬರವನ್ನು ಅಕ್ರಮವಾಗಿ ಸಾಗಿಸುತ್ತಿದ್ದ ಲಾರಿಯನ್ನು ವಶಕ್ಕೆ ಪಡೆದಿದ್ದಾರೆ. ಮಂಗಳವಾರ ಹೊರ ರಾಜ್ಯಕ್ಕೆ ಸಾಗಿಸುತ್ತಿದ್ದ ಲಾರಿಯನ್ನು ತಡೆದು ತಪಾಸಣೆ ನಡೆಸಿದಾಗ ಗೊಬ್ಬರ ಪತ್ತೆಯಾಗಿದೆ. ಜಂಟಿ ಕೃಷಿ ನಿರ್ದೇಶಕ ಜಾವೀದ್ ನಸೀಮ್ ಖಾನಂ, ಸಹಾಯಕ ಕೃಷಿ ನಿರ್ದೇಶಕ ಜಗನ್ನಾಥ್ ಹಾಗೂ ಅಧಿಕಾರಿಗಳು ಪ್ರಕರಣ ದಾಖಲಿಸಿದ್ದಾರೆ. xyxy=(757,1909,1093,1987)
chitradarshini-box xyxy=(77,2177,394,2370)
kendra-title: ಕೇಂದ್ರದಿಂದ ನೆರವು xyxy=(459,1349,542,1366)
tv-program-cast: ರಮ್ಯಾ, ಧ್ಯಾನ್, ರಮ್ಯಾ xyxy=(246,1356,318,1367)
tv-program-name: ಧಮ್ xyxy=(305,1387,330,1402)
pooja-photo xyxy=(1106,1519,1428,1661)
